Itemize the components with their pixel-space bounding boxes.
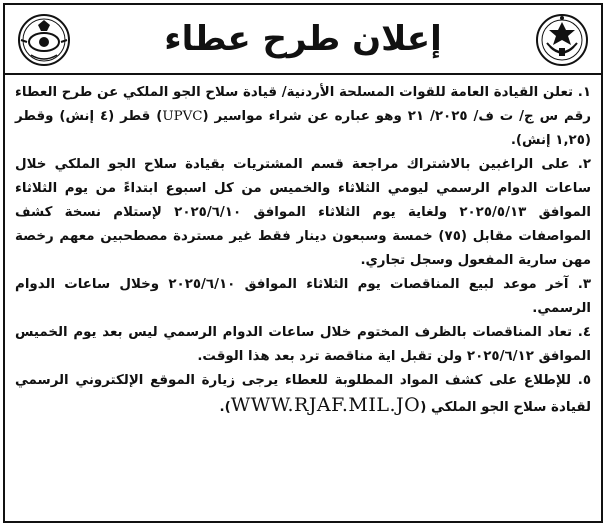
clause-3: ٣. آخر موعد لبيع المناقصات يوم الثلاثاء الموافق ٢٠٢٥/٦/١٠ وخلال ساعات الدوام الرسمي. (15, 277, 591, 316)
ad-header (5, 9, 601, 75)
clause-4: ٤. تعاد المناقصات بالظرف المختوم خلال ساعات الدوام الرسمي ليس بعد يوم الخميس الموافق ٢٠٢٥/٦/١٢ ولن تقبل اية مناقصة ترد بعد هذا الوقت. (15, 325, 591, 364)
page-title: إعلان طرح عطاء (164, 19, 442, 59)
clause-1-end: ) قطر (٤ إنش) وقطر (١,٢٥ إنش). (15, 109, 591, 148)
clause-1-text: ١. تعلن القيادة العامة للقوات المسلحة الأردنية/ قيادة سلاح الجو الملكي عن طرح العطاء رقم س ج/ ت ف/ ٢٠٢٥/ ٢١ وهو عباره عن شراء مواسير ( (15, 85, 591, 124)
tender-advertisement (3, 3, 603, 523)
clause-5-end: ). (219, 400, 231, 415)
clause-5-text: ٥. للإطلاع على كشف المواد المطلوبة للعطاء يرجى زيارة الموقع الإلكتروني الرسمي لقيادة سلاح الجو الملكي ( (15, 373, 591, 415)
ad-body (15, 81, 591, 420)
clause-2: ٢. على الراغبين بالاشتراك مراجعة قسم المشتريات بقيادة سلاح الجو الملكي خلال ساعات الدوام الرسمي ليومي الثلاثاء والخميس من كل اسبوع ابتداءً من يوم الثلاثاء الموافق ٢٠٢٥/٥/١٣ ولغاية يوم الثلاثاء الموافق ٢٠٢٥/٦/١٠ لإستلام نسخة كشف المواصفات مقابل (٧٥) خمسة وسبعون دينار فقط غير مستردة مصطحبين معهم رخصة مهن سارية المفعول وسجل تجاري. (15, 157, 591, 268)
clause-1 (15, 81, 591, 153)
rjaf-roundel-icon (17, 13, 71, 67)
material-code: UPVC (162, 109, 203, 124)
clause-5 (15, 369, 591, 420)
website-link[interactable]: WWW.RJAF.MIL.JO (230, 394, 421, 416)
